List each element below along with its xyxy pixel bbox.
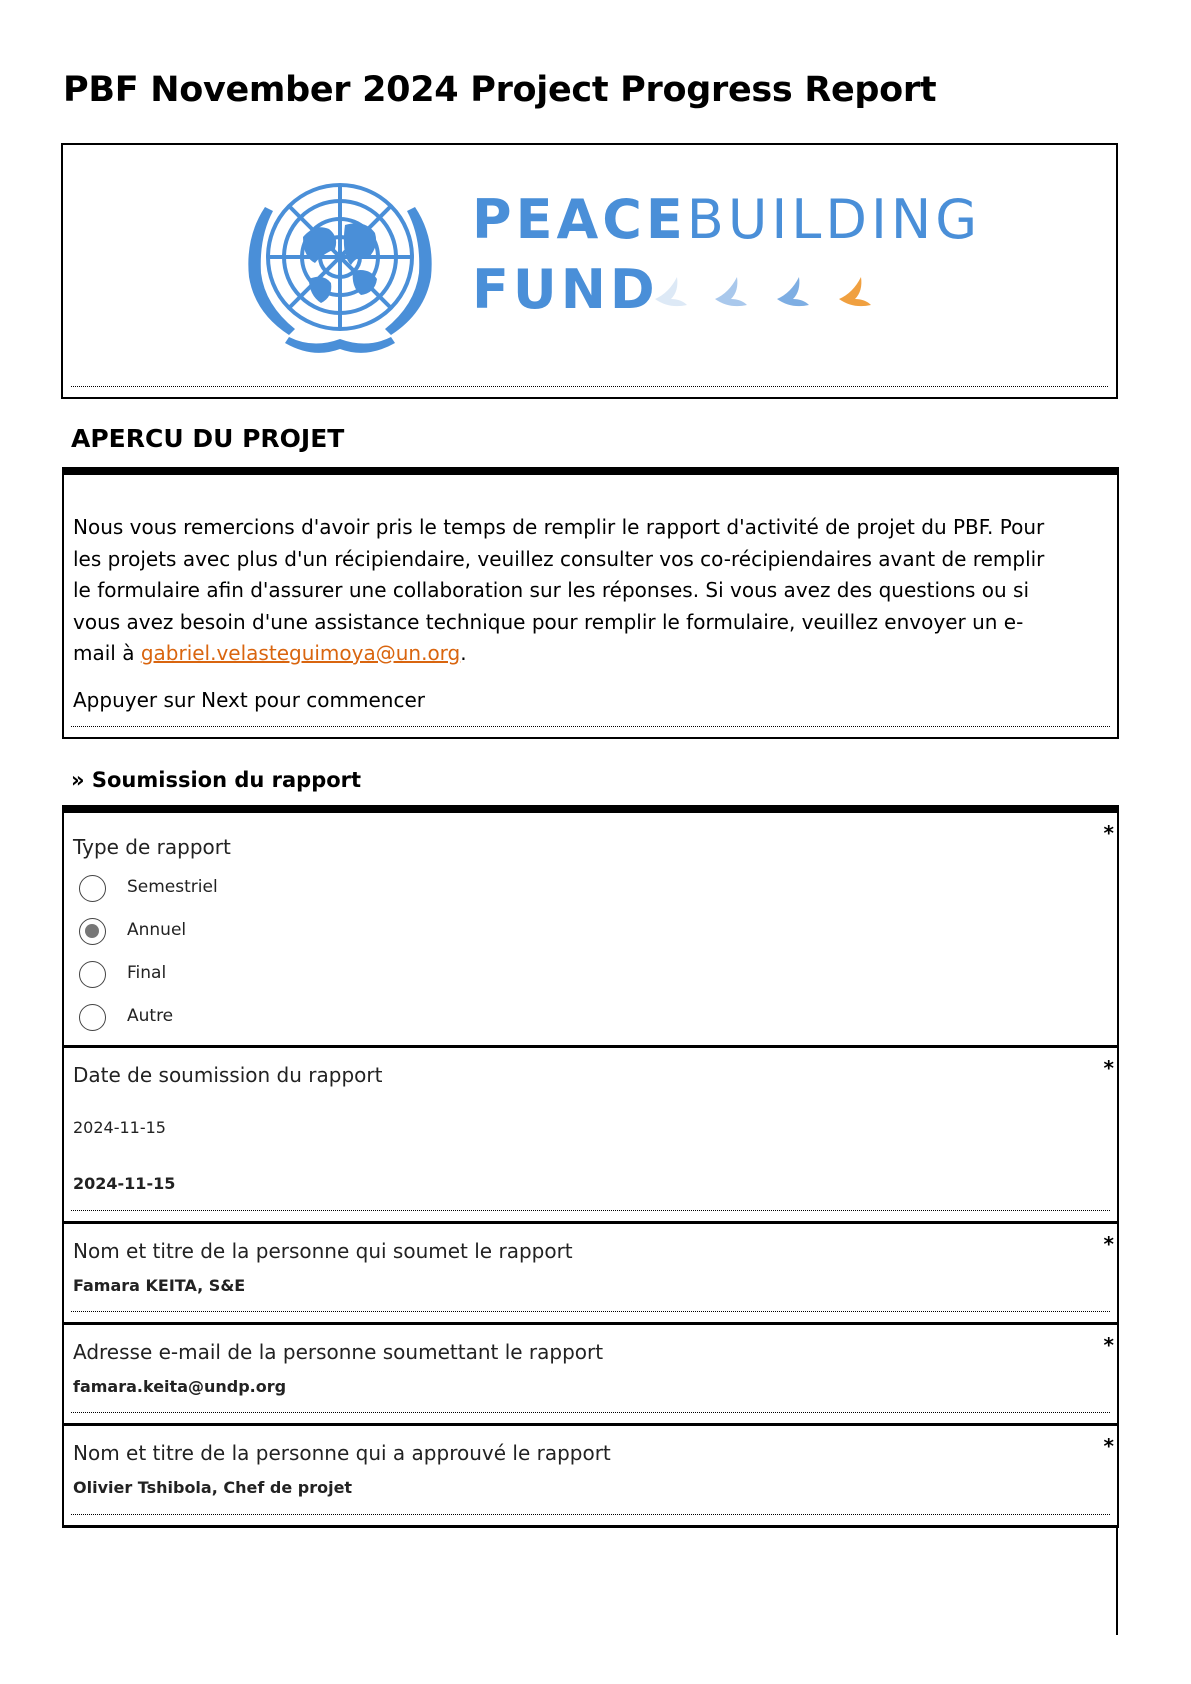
divider [71, 1514, 1110, 1515]
submitter-name-label: Nom et titre de la personne qui soumet le rapport [73, 1239, 573, 1263]
logo-word-building: BUILDING [686, 188, 982, 251]
logo-banner [61, 143, 1118, 399]
radio-label: Semestriel [127, 877, 218, 897]
required-mark: * [1103, 1434, 1114, 1458]
radio-option-annuel[interactable] [79, 918, 379, 952]
overview-heading: APERCU DU PROJET [71, 424, 345, 453]
required-mark: * [1103, 1056, 1114, 1080]
submitter-email-label: Adresse e-mail de la personne soumettant le rapport [73, 1340, 604, 1364]
intro-text: Nous vous remercions d'avoir pris le temps de remplir le rapport d'activité de projet du PBF. Pour les projets avec plus d'un récipiendaire, veuillez consulter vos co-récipiendaires avant de remplir le formulaire afin d'assurer une collaboration sur les réponses. Si vous avez des questions ou si vous avez besoin d'une assistance technique pour remplir le formulaire, veuillez envoyer un e-mail à [73, 515, 1045, 665]
overview-box [62, 467, 1119, 739]
required-mark: * [1103, 1232, 1114, 1256]
radio-label: Annuel [127, 920, 187, 940]
report-type-label: Type de rapport [73, 835, 231, 859]
submitter-name-question [62, 1224, 1119, 1325]
radio-option-semestriel[interactable] [79, 875, 379, 909]
radio-button[interactable] [79, 875, 106, 902]
approver-name-label: Nom et titre de la personne qui a approuvé le rapport [73, 1441, 611, 1465]
report-type-question [62, 813, 1119, 1048]
required-mark: * [1103, 821, 1114, 845]
radio-option-final[interactable] [79, 961, 379, 995]
support-email-link[interactable]: gabriel.velasteguimoya@un.org [140, 641, 461, 665]
submission-heading: » Soumission du rapport [71, 768, 362, 792]
form-continuation-rule [1116, 1525, 1118, 1635]
divider [71, 1311, 1110, 1312]
submission-date-input[interactable]: 2024-11-15 [73, 1118, 166, 1137]
submission-date-value: 2024-11-15 [73, 1174, 176, 1193]
logo-word-peace: PEACE [472, 188, 687, 251]
start-prompt: Appuyer sur Next pour commencer [73, 688, 425, 712]
un-emblem-icon [225, 167, 455, 363]
radio-button[interactable] [79, 1004, 106, 1031]
submission-date-label: Date de soumission du rapport [73, 1063, 383, 1087]
divider [71, 386, 1108, 387]
radio-option-autre[interactable] [79, 1004, 379, 1038]
approver-name-value: Olivier Tshibola, Chef de projet [73, 1478, 353, 1497]
radio-label: Autre [127, 1006, 174, 1026]
divider [71, 1412, 1110, 1413]
approver-name-question [62, 1426, 1119, 1528]
radio-label: Final [127, 963, 167, 983]
radio-button-selected[interactable] [79, 918, 106, 945]
doves-icon [645, 269, 885, 319]
page-title: PBF November 2024 Project Progress Report [63, 70, 937, 110]
required-mark: * [1103, 1333, 1114, 1357]
radio-button[interactable] [79, 961, 106, 988]
submitter-name-value: Famara KEITA, S&E [73, 1276, 246, 1295]
intro-end: . [460, 641, 467, 665]
submission-form [62, 805, 1119, 1525]
logo-word-fund: FUND [472, 258, 659, 321]
submitter-email-question [62, 1325, 1119, 1426]
divider [71, 1210, 1110, 1211]
submitter-email-value: famara.keita@undp.org [73, 1377, 287, 1396]
logo-wordmark-line1 [472, 188, 982, 251]
intro-paragraph [73, 512, 1058, 670]
submission-date-question [62, 1048, 1119, 1224]
divider [71, 726, 1110, 727]
